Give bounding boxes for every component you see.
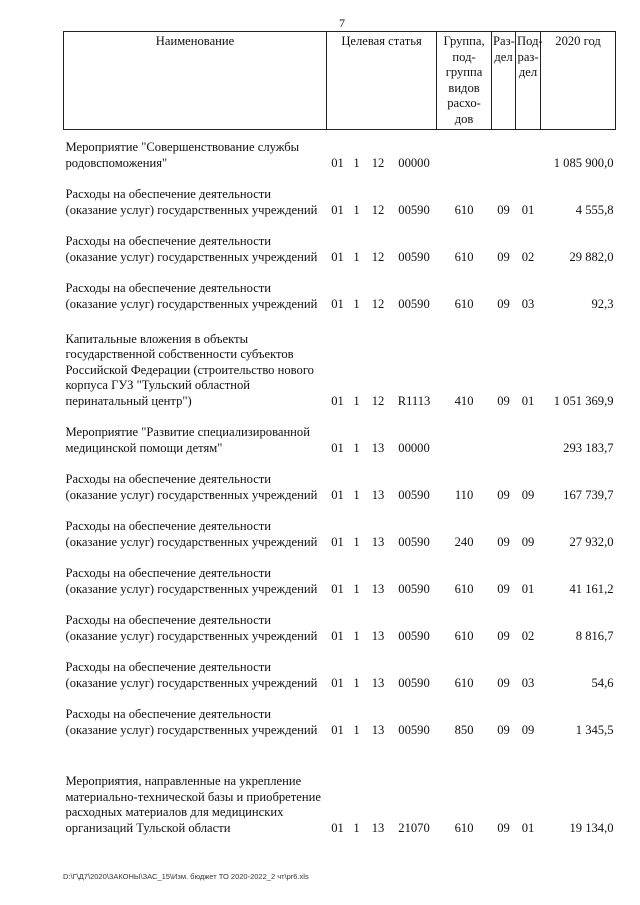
target-code-3: 13 (371, 534, 385, 549)
target-code-4: 00590 (398, 581, 430, 596)
target-code-2: 1 (353, 534, 360, 549)
target-code-4: 00000 (398, 440, 430, 455)
section-code: 09 (497, 249, 510, 264)
section-code (492, 130, 516, 172)
row-name: Расходы на обеспечение деятельности (оказание услуг) государственных учреждений (65, 707, 318, 737)
target-code-4: 00590 (398, 628, 430, 643)
row-name: Расходы на обеспечение деятельности (оказание услуг) государственных учреждений (65, 281, 318, 311)
row-name: Мероприятия, направленные на укрепление материально-технической базы и приобретение расходных материалов для медицинских организаций Тульской области (65, 774, 321, 835)
expense-group: 610 (454, 675, 474, 690)
table-row (64, 457, 616, 504)
target-code-4: 21070 (398, 820, 430, 835)
target-code-4: 00590 (398, 487, 430, 502)
section-code (492, 410, 516, 457)
section-code: 09 (497, 393, 510, 408)
target-code-2: 1 (353, 393, 360, 408)
subsection-code: 03 (521, 675, 535, 690)
amount-2020: 1 085 900,0 (553, 155, 614, 170)
row-name: Расходы на обеспечение деятельности (оказание услуг) государственных учреждений (65, 234, 318, 264)
target-code-4: 00590 (398, 202, 430, 217)
section-code: 09 (497, 202, 510, 217)
target-code-3: 12 (371, 202, 385, 217)
target-code-1: 01 (331, 393, 344, 408)
target-code-3: 13 (371, 675, 385, 690)
expense-group: 610 (454, 820, 474, 835)
subsection-code: 09 (521, 534, 535, 549)
subsection-code: 02 (521, 628, 535, 643)
expense-group (437, 410, 492, 457)
subsection-code: 02 (521, 249, 535, 264)
target-code-3: 13 (371, 722, 385, 737)
expense-group: 110 (454, 487, 474, 502)
section-code: 09 (497, 296, 510, 311)
target-code-3: 13 (371, 628, 385, 643)
table-row (64, 598, 616, 645)
header-target-article: Целевая статья (327, 32, 437, 130)
amount-2020: 92,3 (591, 296, 614, 311)
amount-2020: 293 183,7 (563, 440, 614, 455)
subsection-code: 03 (521, 296, 535, 311)
row-name: Расходы на обеспечение деятельности (оказание услуг) государственных учреждений (65, 472, 318, 502)
table-body (64, 130, 616, 837)
expense-group: 610 (454, 581, 474, 596)
target-code-3: 12 (371, 249, 385, 264)
target-code-2: 1 (353, 296, 360, 311)
target-code-1: 01 (331, 534, 344, 549)
target-code-3: 13 (371, 820, 385, 835)
expense-group: 610 (454, 628, 474, 643)
table-row (64, 410, 616, 457)
table-row (64, 692, 616, 739)
target-code-3: 13 (371, 487, 385, 502)
target-code-1: 01 (331, 249, 344, 264)
subsection-code: 01 (521, 820, 535, 835)
target-code-4: 00000 (398, 155, 430, 170)
target-code-3: 12 (371, 296, 385, 311)
table-row (64, 551, 616, 598)
section-code: 09 (497, 581, 510, 596)
row-name: Капитальные вложения в объекты государственной собственности субъектов Российской Федерации (строительство нового корпуса ГУЗ "Тульский областной перинатальный центр") (65, 331, 314, 408)
expense-group: 240 (454, 534, 474, 549)
target-code-3: 12 (371, 393, 385, 408)
amount-2020: 4 555,8 (575, 202, 614, 217)
table-row (64, 504, 616, 551)
table-row (64, 130, 616, 172)
target-code-2: 1 (353, 487, 360, 502)
amount-2020: 29 882,0 (569, 249, 614, 264)
amount-2020: 167 739,7 (563, 487, 614, 502)
budget-table (63, 31, 616, 837)
target-code-2: 1 (353, 722, 360, 737)
row-name: Расходы на обеспечение деятельности (оказание услуг) государственных учреждений (65, 519, 318, 549)
section-code: 09 (497, 628, 510, 643)
target-code-4: 00590 (398, 249, 430, 264)
target-code-1: 01 (331, 675, 344, 690)
expense-group: 850 (454, 722, 474, 737)
target-code-2: 1 (353, 581, 360, 596)
target-code-2: 1 (353, 202, 360, 217)
target-code-2: 1 (353, 440, 360, 455)
row-name: Расходы на обеспечение деятельности (оказание услуг) государственных учреждений (65, 613, 318, 643)
target-code-3: 13 (371, 581, 385, 596)
target-code-3: 13 (371, 440, 385, 455)
header-row (64, 32, 616, 130)
target-code-1: 01 (331, 581, 344, 596)
target-code-2: 1 (353, 820, 360, 835)
footer-file-path: D:\Г\Д7\2020\ЗАКОНЫ\ЗАС_15\Изм. бюджет ТО 2020-2022_2 чт\pr6.xls (63, 872, 309, 881)
row-name: Мероприятие "Развитие специализированной медицинской помощи детям" (65, 425, 310, 455)
subsection-code: 01 (521, 581, 535, 596)
target-code-1: 01 (331, 440, 344, 455)
table-row (64, 172, 616, 219)
target-code-1: 01 (331, 820, 344, 835)
row-name: Расходы на обеспечение деятельности (оказание услуг) государственных учреждений (65, 566, 318, 596)
target-code-3: 12 (371, 155, 385, 170)
expense-group: 610 (454, 296, 474, 311)
target-code-4: 00590 (398, 675, 430, 690)
subsection-code: 09 (521, 722, 535, 737)
subsection-code (516, 410, 541, 457)
target-code-1: 01 (331, 722, 344, 737)
target-code-4: 00590 (398, 296, 430, 311)
target-code-1: 01 (331, 487, 344, 502)
expense-group: 610 (454, 249, 474, 264)
amount-2020: 1 051 369,9 (553, 393, 614, 408)
amount-2020: 54,6 (591, 675, 614, 690)
amount-2020: 1 345,5 (575, 722, 614, 737)
section-code: 09 (497, 675, 510, 690)
header-section: Раз-дел (492, 32, 516, 130)
page-number: 7 (339, 16, 345, 30)
subsection-code: 01 (521, 393, 535, 408)
target-code-2: 1 (353, 628, 360, 643)
amount-2020: 41 161,2 (569, 581, 614, 596)
subsection-code: 09 (521, 487, 535, 502)
target-code-1: 01 (331, 202, 344, 217)
header-year-2020: 2020 год (541, 32, 616, 130)
table-row (64, 266, 616, 313)
section-code: 09 (497, 820, 510, 835)
amount-2020: 27 932,0 (569, 534, 614, 549)
target-code-2: 1 (353, 249, 360, 264)
table-row (64, 739, 616, 837)
section-code: 09 (497, 722, 510, 737)
amount-2020: 8 816,7 (575, 628, 614, 643)
expense-group (437, 130, 492, 172)
row-name: Расходы на обеспечение деятельности (оказание услуг) государственных учреждений (65, 660, 318, 690)
header-expense-group: Группа, под-группа видов расхо-дов (437, 32, 492, 130)
expense-group: 610 (454, 202, 474, 217)
target-code-2: 1 (353, 155, 360, 170)
target-code-1: 01 (331, 296, 344, 311)
subsection-code (516, 130, 541, 172)
table-row (64, 219, 616, 266)
subsection-code: 01 (521, 202, 535, 217)
section-code: 09 (497, 534, 510, 549)
target-code-1: 01 (331, 628, 344, 643)
amount-2020: 19 134,0 (569, 820, 614, 835)
header-subsection: Под-раз-дел (516, 32, 541, 130)
target-code-4: R1113 (397, 393, 431, 408)
target-code-1: 01 (331, 155, 344, 170)
target-code-2: 1 (353, 675, 360, 690)
expense-group: 410 (454, 393, 474, 408)
target-code-4: 00590 (398, 722, 430, 737)
header-name: Наименование (64, 32, 327, 130)
row-name: Расходы на обеспечение деятельности (оказание услуг) государственных учреждений (65, 187, 318, 217)
table-row (64, 645, 616, 692)
table-row (64, 313, 616, 410)
target-code-4: 00590 (398, 534, 430, 549)
row-name: Мероприятие "Совершенствование службы родовспоможения" (65, 140, 300, 170)
section-code: 09 (497, 487, 510, 502)
